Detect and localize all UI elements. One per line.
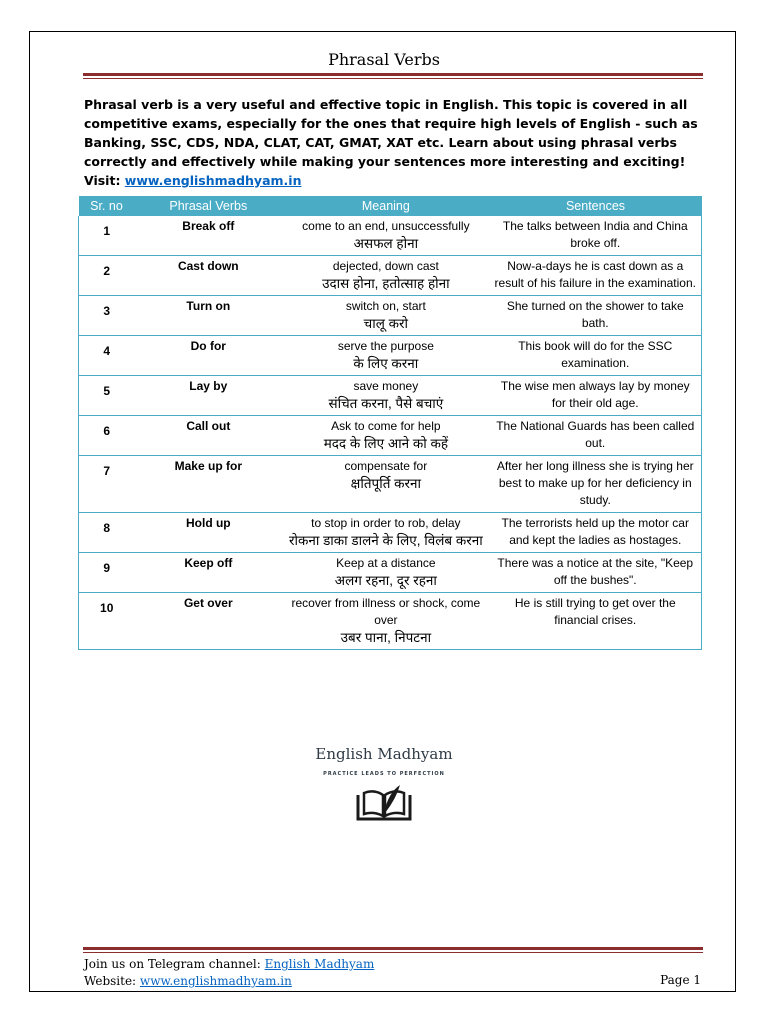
- meaning-cell: [282, 376, 489, 416]
- phrasal-verb: Hold up: [134, 513, 282, 553]
- header-rule: [83, 73, 703, 79]
- example-sentence: After her long illness she is trying her best to make up for her deficiency in study.: [490, 456, 702, 513]
- example-sentence: The National Guards has been called out.: [490, 416, 702, 456]
- example-sentence: There was a notice at the site, "Keep off the bushes".: [490, 553, 702, 593]
- table-row: [79, 416, 702, 456]
- meaning-english: serve the purpose: [337, 339, 434, 353]
- meaning-hindi: के लिए करना: [353, 356, 419, 371]
- meaning-cell: [282, 216, 489, 256]
- meaning-hindi: उदास होना, हतोत्साह होना: [322, 276, 450, 291]
- example-sentence: The terrorists held up the motor car and kept the ladies as hostages.: [490, 513, 702, 553]
- meaning-hindi: मदद के लिए आने को कहें: [323, 436, 449, 451]
- row-number: 8: [79, 513, 135, 553]
- book-quill-icon: [354, 783, 414, 823]
- table-row: [79, 593, 702, 650]
- meaning-hindi: उबर पाना, निपटना: [340, 630, 432, 645]
- row-number: 2: [79, 256, 135, 296]
- website-label: Website:: [84, 974, 140, 988]
- example-sentence: He is still trying to get over the financial crises.: [490, 593, 702, 650]
- footer-telegram: [84, 957, 374, 971]
- col-header-meaning: Meaning: [282, 196, 489, 216]
- row-number: 7: [79, 456, 135, 513]
- phrasal-verb: Cast down: [134, 256, 282, 296]
- brand-logo: [300, 745, 468, 828]
- website-link[interactable]: www.englishmadhyam.in: [139, 974, 292, 988]
- meaning-english: Keep at a distance: [336, 556, 436, 570]
- meaning-english: to stop in order to rob, delay: [311, 516, 461, 530]
- col-header-verb: Phrasal Verbs: [134, 196, 282, 216]
- meaning-cell: [282, 296, 489, 336]
- meaning-cell: [282, 456, 489, 513]
- table-body: [79, 216, 702, 650]
- meaning-cell: [282, 513, 489, 553]
- example-sentence: The talks between India and China broke off.: [490, 216, 702, 256]
- intro-text: Phrasal verb is a very useful and effective topic in English. This topic is covered in all competitive exams, especially for the ones that require high levels of English - such as Banking, SSC, CDS, NDA, CLAT, CAT, GMAT, XAT etc. Learn about using phrasal verbs correctly and effectively while making your sentences more interesting and exciting! Visit:: [84, 97, 698, 188]
- meaning-english: compensate for: [344, 459, 428, 473]
- logo-tagline: PRACTICE LEADS TO PERFECTION: [323, 771, 445, 777]
- table-row: [79, 216, 702, 256]
- meaning-english: recover from illness or shock, come over: [291, 596, 481, 627]
- table-row: [79, 336, 702, 376]
- meaning-hindi: अलग रहना, दूर रहना: [334, 573, 437, 588]
- footer-rule: [83, 947, 703, 953]
- page-title: Phrasal Verbs: [328, 50, 440, 69]
- meaning-cell: [282, 416, 489, 456]
- row-number: 6: [79, 416, 135, 456]
- col-header-sr: Sr. no: [79, 196, 135, 216]
- meaning-hindi: क्षतिपूर्ति करना: [350, 476, 422, 491]
- table-row: [79, 296, 702, 336]
- telegram-label: Join us on Telegram channel:: [84, 957, 265, 971]
- meaning-cell: [282, 256, 489, 296]
- row-number: 1: [79, 216, 135, 256]
- intro-website-link[interactable]: www.englishmadhyam.in: [124, 173, 302, 188]
- phrasal-verb: Make up for: [134, 456, 282, 513]
- telegram-link[interactable]: English Madhyam: [264, 957, 375, 971]
- example-sentence: This book will do for the SSC examination.: [490, 336, 702, 376]
- example-sentence: The wise men always lay by money for their old age.: [490, 376, 702, 416]
- row-number: 3: [79, 296, 135, 336]
- meaning-cell: [282, 553, 489, 593]
- phrasal-verbs-table: [78, 196, 702, 650]
- meaning-english: come to an end, unsuccessfully: [302, 219, 470, 233]
- phrasal-verb: Keep off: [134, 553, 282, 593]
- page-number: Page 1: [660, 973, 701, 987]
- phrasal-verb: Get over: [134, 593, 282, 650]
- table-row: [79, 513, 702, 553]
- col-header-sentences: Sentences: [490, 196, 702, 216]
- table-header-row: [79, 196, 702, 216]
- meaning-hindi: चालू करो: [363, 316, 409, 331]
- example-sentence: Now-a-days he is cast down as a result of his failure in the examination.: [490, 256, 702, 296]
- meaning-english: switch on, start: [345, 299, 426, 313]
- meaning-hindi: संचित करना, पैसे बचाएं: [328, 396, 444, 411]
- meaning-english: save money: [353, 379, 419, 393]
- footer-website: [84, 974, 292, 988]
- table-row: [79, 256, 702, 296]
- phrasal-verb: Call out: [134, 416, 282, 456]
- phrasal-verb: Break off: [134, 216, 282, 256]
- table-row: [79, 376, 702, 416]
- row-number: 5: [79, 376, 135, 416]
- row-number: 10: [79, 593, 135, 650]
- phrasal-verb: Do for: [134, 336, 282, 376]
- row-number: 9: [79, 553, 135, 593]
- logo-name: English Madhyam: [315, 745, 453, 763]
- intro-paragraph: [84, 95, 706, 190]
- example-sentence: She turned on the shower to take bath.: [490, 296, 702, 336]
- meaning-cell: [282, 336, 489, 376]
- table-row: [79, 553, 702, 593]
- table-row: [79, 456, 702, 513]
- meaning-hindi: रोकना डाका डालने के लिए, विलंब करना: [288, 533, 483, 548]
- phrasal-verb: Lay by: [134, 376, 282, 416]
- row-number: 4: [79, 336, 135, 376]
- meaning-english: dejected, down cast: [332, 259, 439, 273]
- phrasal-verb: Turn on: [134, 296, 282, 336]
- meaning-english: Ask to come for help: [331, 419, 441, 433]
- meaning-cell: [282, 593, 489, 650]
- meaning-hindi: असफल होना: [353, 236, 419, 251]
